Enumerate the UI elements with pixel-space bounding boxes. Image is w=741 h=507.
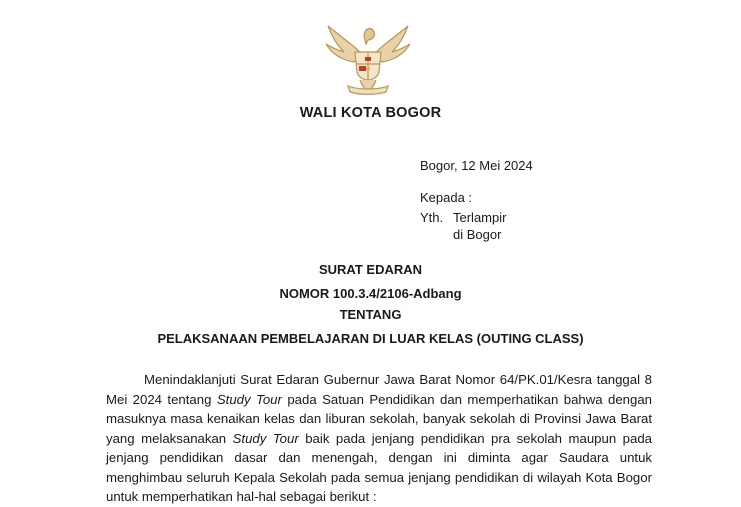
body-line <box>106 429 652 449</box>
body-text-segment: yang melaksanakan <box>106 430 233 446</box>
addressee-label: Kepada : <box>420 190 473 205</box>
body-line: untuk memperhatikan hal-hal sebagai berikut : <box>106 489 377 504</box>
body-line: jenjang pendidikan dasar dan menengah, dengan ini diminta agar Saudara untuk <box>106 450 652 465</box>
doc-subject: PELAKSANAAN PEMBELAJARAN DI LUAR KELAS (OUTING CLASS) <box>157 331 584 346</box>
garuda-pancasila-emblem-icon <box>322 14 414 96</box>
recipient-location: di Bogor <box>453 227 502 242</box>
body-line: masuknya masa kenaikan kelas dan liburan sekolah, banyak sekolah di Provinsi Jawa Barat <box>106 411 652 426</box>
body-emphasis: Study Tour <box>216 391 282 407</box>
place-date: Bogor, 12 Mei 2024 <box>420 158 533 173</box>
body-line: menghimbau seluruh Kepala Sekolah pada semua jenjang pendidikan di wilayah Kota Bogor <box>106 469 652 485</box>
body-line <box>106 390 652 410</box>
body-paragraph <box>106 370 652 507</box>
body-emphasis: Study Tour <box>232 430 299 446</box>
recipient: Terlampir <box>453 210 507 225</box>
doc-type: SURAT EDARAN <box>318 262 423 277</box>
body-line: Menindaklanjuti Surat Edaran Gubernur Jawa Barat Nomor 64/PK.01/Kesra tanggal 8 <box>144 372 652 387</box>
body-text-segment: baik pada jenjang pendidikan pra sekolah maupun pada <box>298 430 652 446</box>
doc-subject-label: TENTANG <box>339 307 402 322</box>
yth-label: Yth. <box>420 210 444 225</box>
issuer-title: WALI KOTA BOGOR <box>299 105 442 121</box>
doc-number: NOMOR 100.3.4/2106-Adbang <box>279 286 462 301</box>
body-text-segment: Mei 2024 tentang <box>106 391 217 407</box>
addressee-row <box>420 210 506 225</box>
body-text-segment: pada Satuan Pendidikan dan memperhatikan bahwa dengan <box>281 391 653 407</box>
